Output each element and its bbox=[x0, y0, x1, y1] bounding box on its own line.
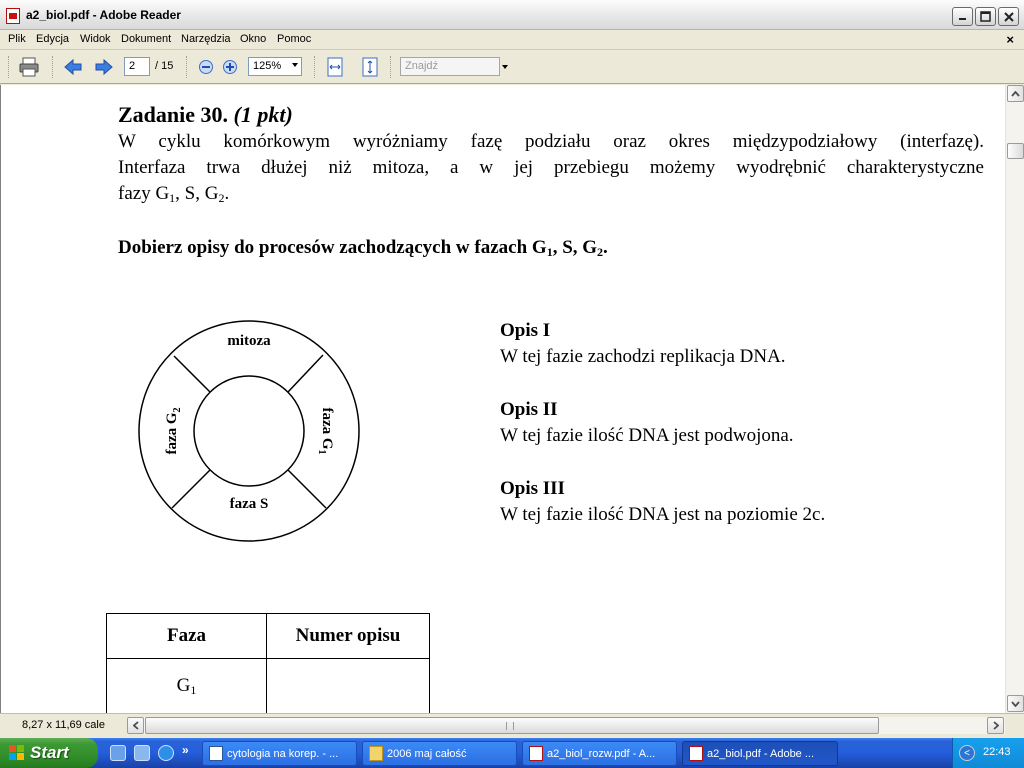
grip-icon bbox=[506, 722, 514, 730]
clock[interactable]: 22:43 bbox=[983, 746, 1011, 758]
minimize-icon bbox=[958, 12, 967, 21]
table-cell: $G_1$ bbox=[107, 659, 267, 714]
label-faza-s: faza S bbox=[229, 496, 269, 512]
fit-page-button[interactable] bbox=[359, 56, 381, 78]
pdf-icon bbox=[529, 746, 543, 761]
chevron-down-icon bbox=[292, 63, 298, 67]
chevron-down-icon[interactable] bbox=[502, 65, 508, 69]
svg-text:faza G2: faza $G_2$ bbox=[164, 407, 183, 455]
chevron-left-icon[interactable]: < bbox=[959, 745, 975, 761]
description-2 bbox=[500, 397, 794, 449]
taskbar-button[interactable] bbox=[202, 741, 357, 766]
toolbar-grip[interactable] bbox=[390, 56, 393, 78]
windows-logo-icon bbox=[9, 745, 25, 761]
page-total: / 15 bbox=[155, 60, 174, 72]
description-text: W tej fazie ilość DNA jest na poziomie 2c. bbox=[500, 504, 826, 525]
page-number-input[interactable]: 2 bbox=[124, 57, 150, 76]
zoom-out-icon bbox=[198, 59, 214, 75]
fit-width-icon bbox=[326, 57, 344, 77]
intro-line: fazy $G_1$, S, $G_2$. bbox=[118, 183, 230, 205]
taskbar-button-label: cytologia na korep. - ... bbox=[227, 747, 339, 760]
scroll-down-button[interactable] bbox=[1007, 695, 1024, 712]
toolbar-grip[interactable] bbox=[8, 56, 11, 78]
zoom-in-button[interactable] bbox=[219, 56, 241, 78]
taskbar-button-label: a2_biol_rozw.pdf - A... bbox=[547, 747, 656, 760]
close-icon bbox=[1004, 12, 1014, 22]
taskbar-button-active[interactable] bbox=[682, 741, 838, 766]
intro-line: Interfaza trwa dłużej niż mitoza, a w jej przebiegu możemy wyodrębnić charakterystyczne bbox=[118, 157, 984, 178]
task-heading bbox=[118, 102, 293, 128]
show-desktop-icon[interactable] bbox=[134, 745, 150, 761]
taskbar bbox=[0, 738, 1024, 768]
description-3 bbox=[500, 476, 825, 528]
document-view[interactable] bbox=[0, 85, 1005, 713]
answer-table bbox=[106, 613, 430, 713]
find-input[interactable]: Znajdź bbox=[400, 57, 500, 76]
maximize-button[interactable] bbox=[975, 7, 996, 26]
document-close-icon[interactable]: × bbox=[1006, 32, 1014, 47]
chevron-left-icon bbox=[133, 721, 139, 730]
arrow-right-icon bbox=[94, 58, 114, 76]
table-header: Faza bbox=[107, 614, 267, 659]
printer-icon bbox=[18, 57, 40, 77]
scroll-left-button[interactable] bbox=[127, 717, 144, 734]
status-bar bbox=[0, 713, 1024, 738]
print-button[interactable] bbox=[18, 56, 40, 78]
scroll-up-button[interactable] bbox=[1007, 85, 1024, 102]
pdf-page bbox=[1, 85, 1005, 713]
menu-edycja[interactable]: Edycja bbox=[36, 33, 70, 45]
table-header: Numer opisu bbox=[267, 614, 430, 659]
description-text: W tej fazie ilość DNA jest podwojona. bbox=[500, 425, 794, 446]
chevron-up-icon bbox=[1011, 91, 1020, 97]
description-title: Opis I bbox=[500, 320, 551, 341]
description-title: Opis III bbox=[500, 478, 565, 499]
close-button[interactable] bbox=[998, 7, 1019, 26]
horizontal-scrollbar[interactable] bbox=[127, 717, 1005, 734]
taskbar-button[interactable] bbox=[362, 741, 517, 766]
task-number: Zadanie 30. bbox=[118, 102, 229, 127]
zoom-in-icon bbox=[222, 59, 238, 75]
maximize-icon bbox=[980, 11, 991, 22]
arrow-left-icon bbox=[63, 58, 83, 76]
toolbar bbox=[0, 50, 1024, 84]
scroll-thumb[interactable] bbox=[1007, 143, 1024, 159]
task-points: (1 pkt) bbox=[233, 102, 293, 127]
label-faza-g2 bbox=[164, 407, 183, 454]
chevron-right-icon[interactable]: » bbox=[182, 743, 189, 757]
intro-paragraph bbox=[118, 129, 984, 211]
taskbar-button-label: 2006 maj całość bbox=[387, 747, 467, 760]
previous-page-button[interactable] bbox=[62, 56, 84, 78]
start-label: Start bbox=[30, 743, 69, 762]
toolbar-grip[interactable] bbox=[52, 56, 55, 78]
start-button[interactable] bbox=[0, 738, 98, 768]
menu-plik[interactable]: Plik bbox=[8, 33, 26, 45]
window-title: a2_biol.pdf - Adobe Reader bbox=[26, 8, 181, 22]
title-bar[interactable] bbox=[0, 0, 1024, 30]
system-tray bbox=[952, 738, 1024, 768]
svg-text:faza G1: faza $G_1$ bbox=[316, 407, 335, 455]
table-header-row bbox=[107, 614, 430, 659]
menu-dokument[interactable]: Dokument bbox=[121, 33, 172, 45]
folder-icon bbox=[369, 746, 383, 761]
description-title: Opis II bbox=[500, 399, 558, 420]
intro-line: W cyklu komórkowym wyróżniamy fazę podziału oraz okres międzypodziałowy (interfazę). bbox=[118, 131, 984, 152]
internet-explorer-icon[interactable] bbox=[158, 745, 174, 761]
table-row bbox=[107, 659, 430, 714]
menu-pomoc[interactable]: Pomoc bbox=[277, 33, 312, 45]
menu-narzedzia[interactable]: Narzędzia bbox=[181, 33, 231, 45]
description-text: W tej fazie zachodzi replikacja DNA. bbox=[500, 346, 786, 367]
pdf-icon bbox=[6, 8, 20, 24]
fit-width-button[interactable] bbox=[324, 56, 346, 78]
scroll-thumb[interactable] bbox=[145, 717, 879, 734]
description-1 bbox=[500, 318, 786, 370]
chevron-right-icon bbox=[993, 721, 999, 730]
menu-widok[interactable]: Widok bbox=[80, 33, 111, 45]
fit-page-icon bbox=[361, 57, 379, 77]
chevron-down-icon bbox=[1011, 701, 1020, 707]
label-mitoza: mitoza bbox=[227, 333, 271, 349]
taskbar-button[interactable] bbox=[522, 741, 677, 766]
toolbar-grip[interactable] bbox=[314, 56, 317, 78]
zoom-select[interactable] bbox=[248, 57, 302, 76]
minimize-button[interactable] bbox=[952, 7, 973, 26]
label-faza-g1 bbox=[316, 407, 335, 454]
zoom-value: 125% bbox=[253, 60, 282, 72]
menu-bar bbox=[0, 30, 1024, 50]
vertical-scrollbar[interactable] bbox=[1005, 85, 1024, 713]
cell-cycle-diagram bbox=[131, 315, 371, 555]
toolbar-grip[interactable] bbox=[186, 56, 189, 78]
next-page-button[interactable] bbox=[93, 56, 115, 78]
table-cell bbox=[267, 659, 430, 714]
zoom-out-button[interactable] bbox=[195, 56, 217, 78]
page-size: 8,27 x 11,69 cale bbox=[22, 719, 105, 731]
word-icon bbox=[209, 746, 223, 761]
taskbar-button-label: a2_biol.pdf - Adobe ... bbox=[707, 747, 815, 760]
quicklaunch-icon[interactable] bbox=[110, 745, 126, 761]
pdf-icon bbox=[689, 746, 703, 761]
instruction: Dobierz opisy do procesów zachodzących w fazach $G_1$, S, $G_2$. bbox=[118, 237, 608, 259]
menu-okno[interactable]: Okno bbox=[240, 33, 267, 45]
scroll-right-button[interactable] bbox=[987, 717, 1004, 734]
